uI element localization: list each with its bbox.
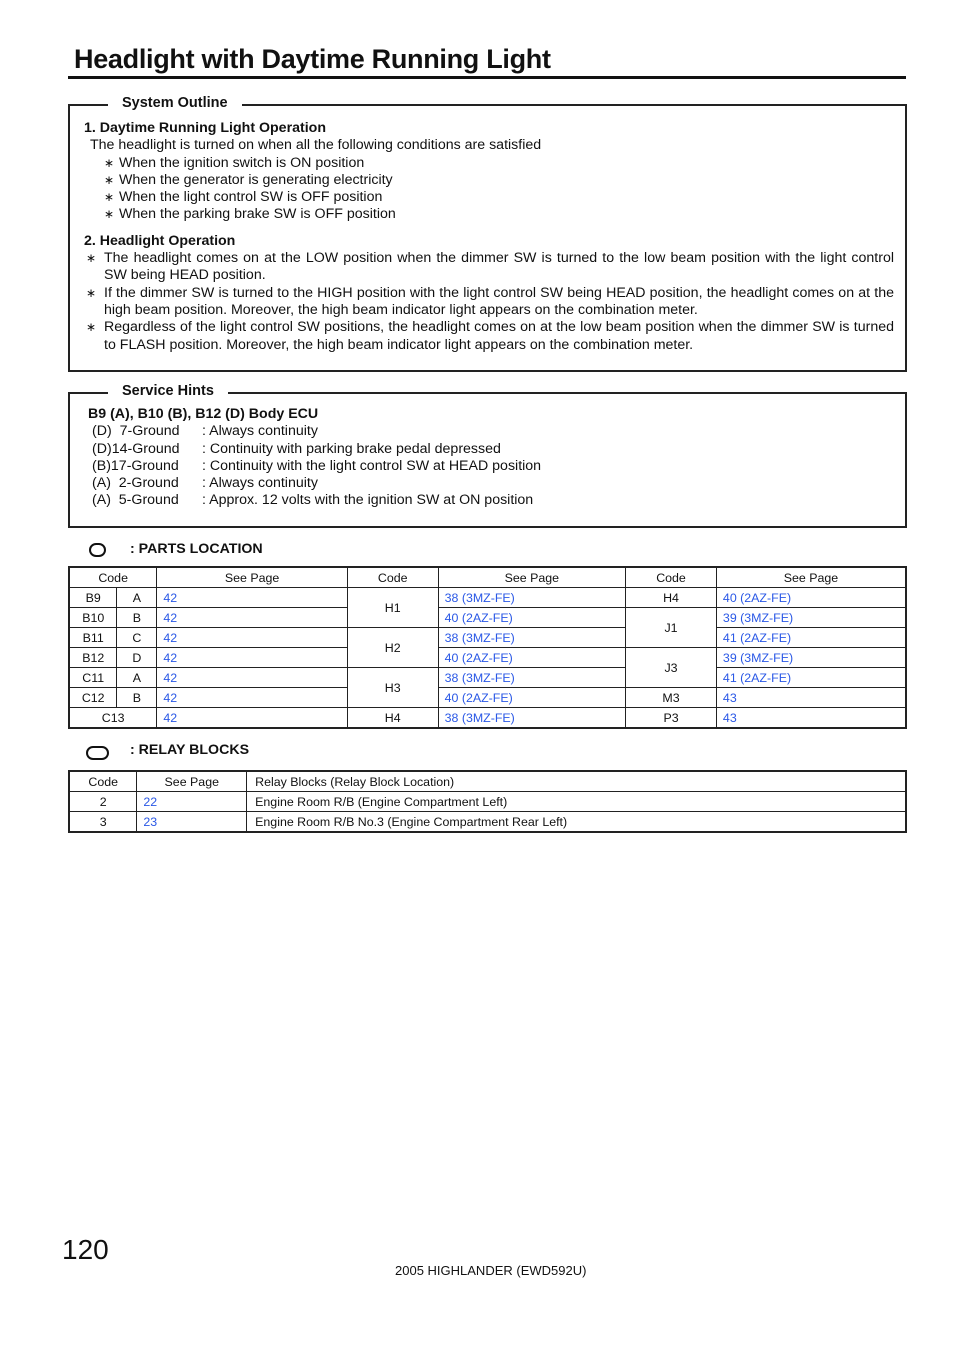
page-link[interactable]: 42 <box>157 628 347 648</box>
page-link[interactable]: 38 (3MZ-FE) <box>438 708 626 729</box>
page-link[interactable]: 42 <box>157 708 347 729</box>
section2-title: 2. Headlight Operation <box>84 232 236 249</box>
page-link[interactable]: 43 <box>716 688 906 708</box>
table-header-row: Code See Page Relay Blocks (Relay Block Location) <box>69 771 906 792</box>
table-header-row: Code See Page Code See Page Code See Page <box>69 567 906 588</box>
system-outline-content <box>84 120 894 354</box>
service-hints-box <box>68 383 907 528</box>
operation-item: ∗ Regardless of the light control SW positions, the headlight comes on at the low beam position when the dimmer SW is turned to FLASH position. Moreover, the high beam indicator light appears on the combination meter. <box>85 319 894 353</box>
hint-row: (A) 2-Ground : Always continuity <box>92 475 318 492</box>
hint-component: B9 (A), B10 (B), B12 (D) Body ECU <box>88 406 319 422</box>
parts-location-heading: : PARTS LOCATION <box>130 541 263 557</box>
condition-item: ∗ When the light control SW is OFF position <box>103 189 383 206</box>
relay-blocks-table <box>68 770 907 833</box>
condition-item: ∗ When the generator is generating electricity <box>103 171 393 188</box>
table-row: 2 22 Engine Room R/B (Engine Compartment Left) <box>69 792 906 812</box>
page-link[interactable]: 38 (3MZ-FE) <box>438 628 626 648</box>
page-title: Headlight with Daytime Running Light <box>74 44 551 74</box>
page-link[interactable]: 41 (2AZ-FE) <box>716 668 906 688</box>
operation-item: ∗ The headlight comes on at the LOW position when the dimmer SW is turned to the low beam position with the light control SW being HEAD position. <box>85 250 894 284</box>
operation-item: ∗ If the dimmer SW is turned to the HIGH position with the light control SW being HEAD position, the headlight comes on at the high beam position. Moreover, the high beam indicator light appears on the combination meter. <box>85 284 894 318</box>
table-row: B12 D 42 40 (2AZ-FE) J3 39 (3MZ-FE) <box>69 648 906 668</box>
page-link[interactable]: 22 <box>137 792 247 812</box>
table-row: C12 B 42 40 (2AZ-FE) M3 43 <box>69 688 906 708</box>
table-row: B10 B 42 40 (2AZ-FE) J1 39 (3MZ-FE) <box>69 608 906 628</box>
page-link[interactable]: 40 (2AZ-FE) <box>438 688 626 708</box>
service-hints-heading: Service Hints <box>108 383 228 399</box>
section1-intro: The headlight is turned on when all the following conditions are satisfied <box>90 137 542 154</box>
page-link[interactable]: 42 <box>157 688 347 708</box>
service-hints-content <box>88 406 888 510</box>
page-link[interactable]: 40 (2AZ-FE) <box>438 608 626 628</box>
hint-row: (D) 7-Ground : Always continuity <box>92 423 318 440</box>
section1-title: 1. Daytime Running Light Operation <box>84 120 326 136</box>
title-rule <box>68 76 906 79</box>
footer-model: 2005 HIGHLANDER (EWD592U) <box>395 1263 587 1278</box>
table-row: C11 A 42 H3 38 (3MZ-FE) 41 (2AZ-FE) <box>69 668 906 688</box>
system-outline-box <box>68 95 907 372</box>
page-link[interactable]: 38 (3MZ-FE) <box>438 588 626 608</box>
system-outline-heading: System Outline <box>108 95 242 111</box>
parts-location-table <box>68 566 907 729</box>
page-link[interactable]: 39 (3MZ-FE) <box>716 648 906 668</box>
table-row: B9 A 42 H1 38 (3MZ-FE) H4 40 (2AZ-FE) <box>69 588 906 608</box>
table-row: 3 23 Engine Room R/B No.3 (Engine Compartment Rear Left) <box>69 812 906 833</box>
table-row: B11 C 42 H2 38 (3MZ-FE) 41 (2AZ-FE) <box>69 628 906 648</box>
page-link[interactable]: 42 <box>157 608 347 628</box>
page-link[interactable]: 43 <box>716 708 906 729</box>
page-link[interactable]: 40 (2AZ-FE) <box>438 648 626 668</box>
condition-item: ∗ When the parking brake SW is OFF position <box>103 206 396 223</box>
page-number: 120 <box>62 1234 109 1265</box>
table-row: C13 42 H4 38 (3MZ-FE) P3 43 <box>69 708 906 729</box>
page-link[interactable]: 42 <box>157 648 347 668</box>
page-link[interactable]: 39 (3MZ-FE) <box>716 608 906 628</box>
condition-item: ∗ When the ignition switch is ON position <box>103 154 365 171</box>
page-link[interactable]: 41 (2AZ-FE) <box>716 628 906 648</box>
relay-block-icon <box>86 746 109 760</box>
page-link[interactable]: 42 <box>157 588 347 608</box>
connector-icon <box>89 543 106 557</box>
page-link[interactable]: 42 <box>157 668 347 688</box>
hint-row: (B)17-Ground : Continuity with the light control SW at HEAD position <box>92 457 542 474</box>
page-link[interactable]: 23 <box>137 812 247 833</box>
hint-row: (D)14-Ground : Continuity with parking brake pedal depressed <box>92 440 501 457</box>
page-link[interactable]: 38 (3MZ-FE) <box>438 668 626 688</box>
hint-row: (A) 5-Ground : Approx. 12 volts with the ignition SW at ON position <box>92 492 534 509</box>
page-link[interactable]: 40 (2AZ-FE) <box>716 588 906 608</box>
relay-blocks-heading: : RELAY BLOCKS <box>130 742 250 758</box>
